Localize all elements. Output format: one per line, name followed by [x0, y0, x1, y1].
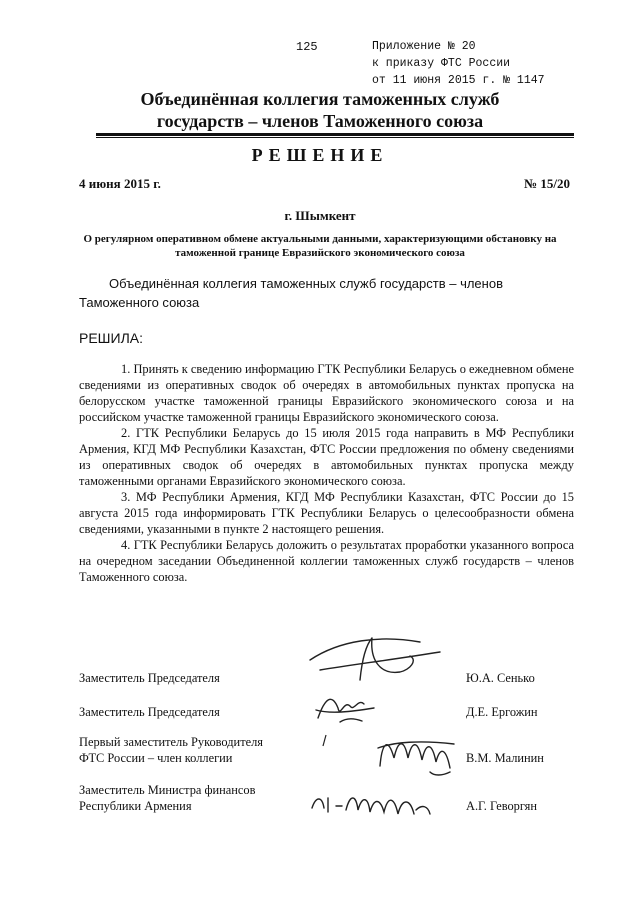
signature-3-image — [370, 728, 460, 780]
resolved-heading: РЕШИЛА: — [79, 330, 143, 346]
pen-mark — [320, 734, 330, 748]
signature-1-image — [300, 630, 450, 690]
organization-title — [60, 88, 580, 132]
resolution-item-4: 4. ГТК Республики Беларусь доложить о результатах проработки указанного вопроса на очередном заседании Объединенной коллегии таможенных служб государств – членов Таможенного союза. — [79, 538, 574, 584]
position-line-1: Первый заместитель Руководителя — [79, 735, 263, 749]
signatory-name: Д.Е. Ергожин — [466, 705, 538, 719]
position-line-1: Заместитель Председателя — [79, 671, 220, 685]
position-line-2: ФТС России – член коллегии — [79, 751, 233, 765]
signatory-position — [79, 704, 220, 720]
position-line-1: Заместитель Председателя — [79, 705, 220, 719]
annex-note — [372, 38, 545, 89]
document-subject: О регулярном оперативном обмене актуальными данными, характеризующими обстановку на таможенной границе Евразийского экономического союза — [83, 233, 557, 259]
signatory-name: Ю.А. Сенько — [466, 671, 535, 685]
document-date: 4 июня 2015 г. — [79, 176, 161, 191]
header-rule-thin — [96, 137, 574, 138]
org-line-2: государств – членов Таможенного союза — [156, 111, 484, 131]
position-line-1: Заместитель Министра финансов — [79, 783, 256, 797]
annex-line-3: от 11 июня 2015 г. № 1147 — [372, 74, 545, 87]
signatory-position — [79, 734, 263, 766]
resolution-item-2: 2. ГТК Республики Беларусь до 15 июля 2015 года направить в МФ Республики Армения, КГД МФ Республики Казахстан, ФТС России предложения по обмену сведениями из оперативных сводок об очередях в автомобильных пунктах пропуска между таможенными органами Евразийского экономического союза. — [79, 426, 574, 488]
position-line-2: Республики Армения — [79, 799, 192, 813]
org-line-1: Объединённая коллегия таможенных служб — [140, 89, 500, 109]
resolution-item-3: 3. МФ Республики Армения, КГД МФ Республики Казахстан, ФТС России до 15 августа 2015 года информировать ГТК Республики Беларусь о целесообразности обмена сведениями, указанными в пункте 2 настоящего решения. — [79, 490, 574, 536]
annex-line-2: к приказу ФТС России — [372, 57, 511, 70]
document-city: г. Шымкент — [284, 208, 356, 223]
signatory-name: А.Г. Геворгян — [466, 799, 537, 813]
document-number: № 15/20 — [524, 176, 570, 191]
signatory-name: В.М. Малинин — [466, 751, 544, 765]
page-number: 125 — [296, 40, 318, 54]
annex-line-1: Приложение № 20 — [372, 40, 476, 53]
resolution-items — [79, 361, 574, 585]
resolution-item-1: 1. Принять к сведению информацию ГТК Республики Беларусь о ежедневном обмене сведениями из оперативных сводок об очередях в автомобильных пунктах пропуска на белорусском участке таможенной границы Евразийского экономического союза и на российском участке таможенной границы Евразийского экономического союза. — [79, 362, 574, 424]
preamble: Объединённая коллегия таможенных служб государств – членов Таможенного союза — [79, 276, 503, 310]
document-type: РЕШЕНИЕ — [251, 145, 389, 165]
signatory-position — [79, 782, 255, 814]
signature-2-image — [310, 688, 380, 728]
signature-4-image — [306, 784, 436, 824]
header-rule-thick — [96, 133, 574, 136]
